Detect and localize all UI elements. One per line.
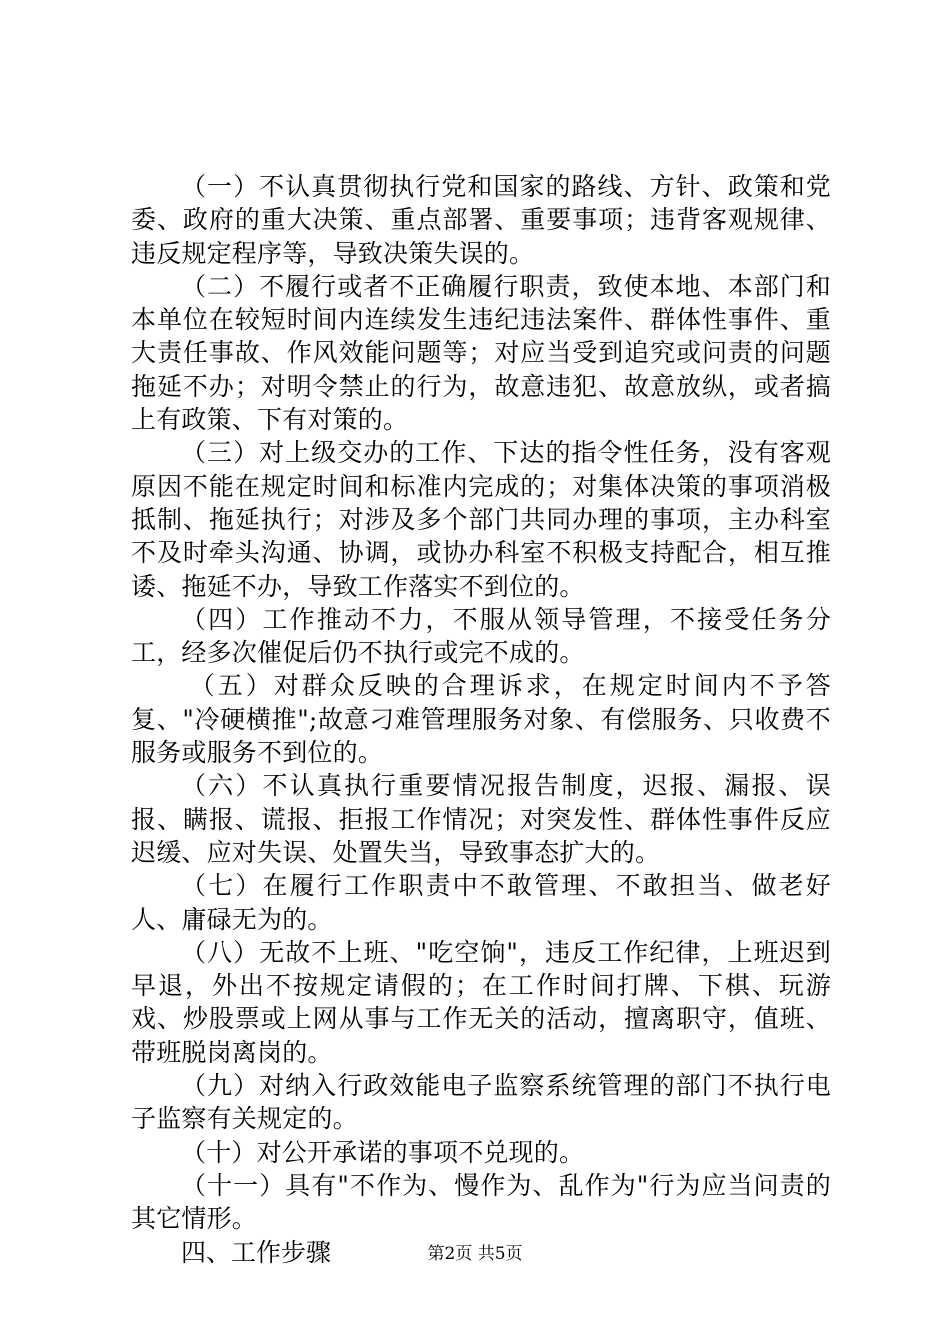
document-body [131,170,831,1269]
paragraph-3: （三）对上级交办的工作、下达的指令性任务，没有客观原因不能在规定时间和标准内完成的；对集体决策的事项消极抵制、拖延执行；对涉及多个部门共同办理的事项，主办科室不及时牵头沟通、协调，或协办科室不积极支持配合，相互推诿、拖延不办，导致工作落实不到位的。 [131,438,831,601]
paragraph-6: （六）不认真执行重要情况报告制度，迟报、漏报、误报、瞒报、谎报、拒报工作情况；对突发性、群体性事件反应迟缓、应对失误、处置失当，导致事态扩大的。 [131,771,831,867]
section-heading: 四、工作步骤 [181,1237,332,1267]
paragraph-9: （九）对纳入行政效能电子监察系统管理的部门不执行电子监察有关规定的。 [131,1071,831,1134]
paragraph-7: （七）在履行工作职责中不敢管理、不敢担当、做老好人、庸碌无为的。 [131,871,831,934]
paragraph-8: （八）无故不上班、"吃空饷"，违反工作纪律，上班迟到早退，外出不按规定请假的；在工作时间打牌、下棋、玩游戏、炒股票或上网从事与工作无关的活动，擅离职守，值班、带班脱岗离岗的。 [131,937,831,1067]
paragraph-4: （四）工作推动不力，不服从领导管理，不接受任务分工，经多次催促后仍不执行或完不成的。 [131,604,831,668]
paragraph-5: （五）对群众反映的合理诉求，在规定时间内不予答复、"冷硬横推";故意刁难管理服务对象、有偿服务、只收费不服务或服务不到位的。 [131,671,831,768]
paragraph-1: （一）不认真贯彻执行党和国家的路线、方针、政策和党委、政府的重大决策、重点部署、重要事项；违背客观规律、违反规定程序等，导致决策失误的。 [131,172,831,268]
page-footer: 第2页 共5页 [427,1244,523,1264]
paragraph-2: （二）不履行或者不正确履行职责，致使本地、本部门和本单位在较短时间内连续发生违纪违法案件、群体性事件、重大责任事故、作风效能问题等；对应当受到追究或问责的问题拖延不办；对明令禁止的行为，故意违犯、故意放纵，或者搞上有政策、下有对策的。 [131,271,831,435]
paragraph-10: （十）对公开承诺的事项不兑现的。 [181,1137,585,1167]
paragraph-11: （十一）具有"不作为、慢作为、乱作为"行为应当问责的其它情形。 [131,1170,831,1234]
